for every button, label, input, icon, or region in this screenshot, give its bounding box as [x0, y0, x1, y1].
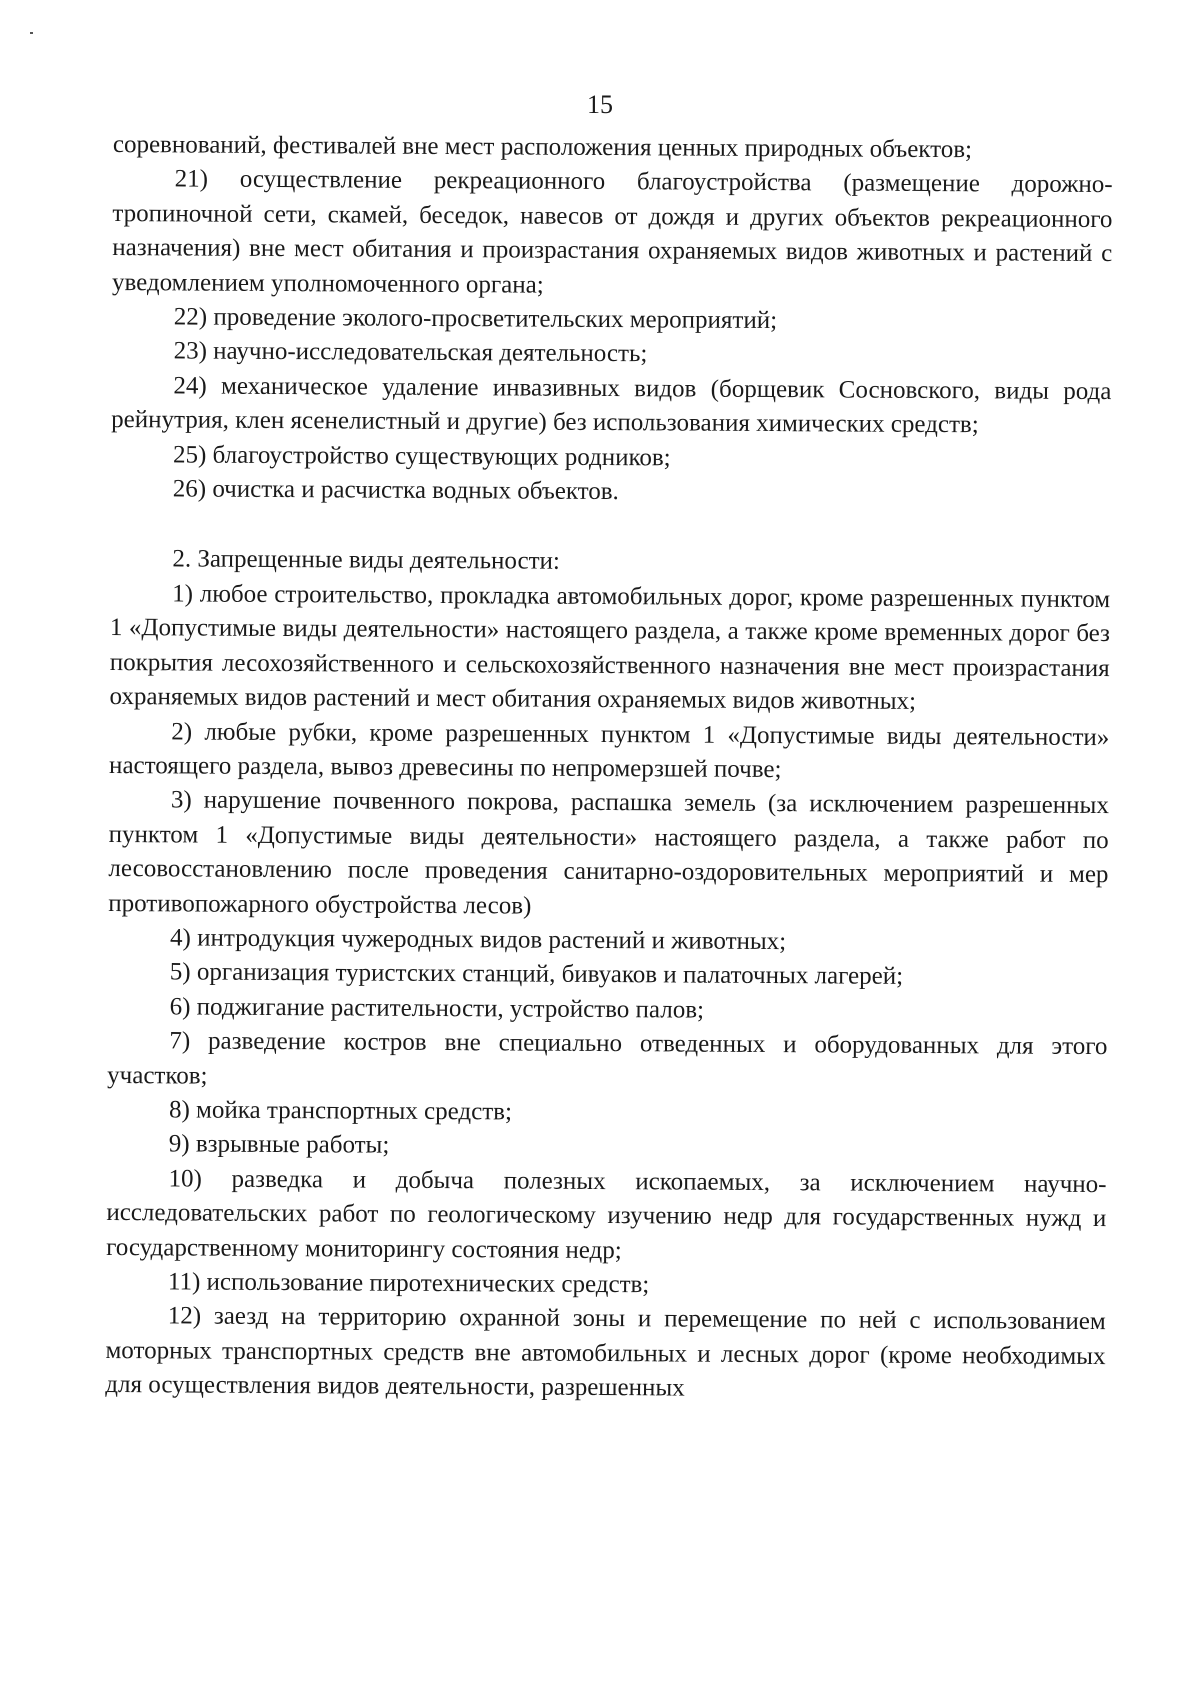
- prohibited-item-4: 4) интродукция чужеродных видов растений и животных;: [169, 924, 787, 956]
- prohibited-item-12: 12) заезд на территорию охранной зоны и перемещение по ней с использованием моторных транспортных средств вне автомобильных и лесных дорог (кроме необходимых для осуществления видов деятельности, разрешенных: [105, 1302, 1106, 1402]
- prohibited-item-3: 3) нарушение почвенного покрова, распашка земель (за исключением разрешенных пунктом 1 «Допустимые виды деятельности» настоящего раздела, а также работ по лесовосстановлению после проведения санитарно-оздоровительных мероприятий и мер противопожарного обустройства лесов): [108, 786, 1109, 920]
- prohibited-item-6: 6) поджигание растительности, устройство палов;: [169, 993, 705, 1024]
- list-item-26: 26) очистка и расчистка водных объектов.: [172, 475, 619, 506]
- section-heading: 2. Запрещенные виды деятельности:: [172, 545, 560, 576]
- list-item-21: 21) осуществление рекреационного благоустройства (размещение дорожно-тропиночной сети, скамей, беседок, навесов от дождя и других объектов рекреационного назначения) вне мест обитания и произрастания охраняемых видов животных и растений с уведомлением уполномоченного органа;: [111, 165, 1113, 299]
- prohibited-item-8: 8) мойка транспортных средств;: [168, 1096, 513, 1126]
- prohibited-item-9: 9) взрывные работы;: [168, 1130, 390, 1160]
- prohibited-item-5: 5) организация туристских станций, бивуаков и палаточных лагерей;: [169, 958, 904, 991]
- paragraph-continuation: соревнований, фестивалей вне мест расположения ценных природных объектов;: [112, 130, 973, 164]
- list-item-24: 24) механическое удаление инвазивных видов (борщевик Сосновского, виды рода рейнутрия, клен ясенелистный и другие) без использования химических средств;: [111, 372, 1112, 439]
- document-body: [105, 128, 1113, 1409]
- prohibited-item-2: 2) любые рубки, кроме разрешенных пунктом 1 «Допустимые виды деятельности» настоящего раздела, вывоз древесины по непромерзшей почве;: [109, 717, 1110, 784]
- list-item-25: 25) благоустройство существующих родников;: [172, 441, 671, 472]
- list-item-22: 22) проведение эколого-просветительских мероприятий;: [173, 303, 778, 335]
- prohibited-item-1: 1) любое строительство, прокладка автомобильных дорог, кроме разрешенных пунктом 1 «Допустимые виды деятельности» настоящего раздела, а также кроме временных дорог без покрытия лесохозяйственного и сельскохозяйственного назначения вне мест произрастания охраняемых видов растений и мест обитания охраняемых видов животных;: [109, 580, 1111, 716]
- prohibited-item-7: 7) разведение костров вне специально отведенных и оборудованных для этого участков;: [107, 1027, 1108, 1090]
- prohibited-item-10: 10) разведка и добыча полезных ископаемых, за исключением научно-исследовательских работ по геологическому изучению недр для государственных нужд и государственному мониторингу состояния недр;: [106, 1165, 1107, 1264]
- scan-speck: [30, 32, 33, 34]
- page-number: 15: [587, 90, 613, 119]
- prohibited-item-11: 11) использование пиротехнических средств;: [167, 1268, 650, 1299]
- list-item-23: 23) научно-исследовательская деятельность;: [173, 337, 648, 368]
